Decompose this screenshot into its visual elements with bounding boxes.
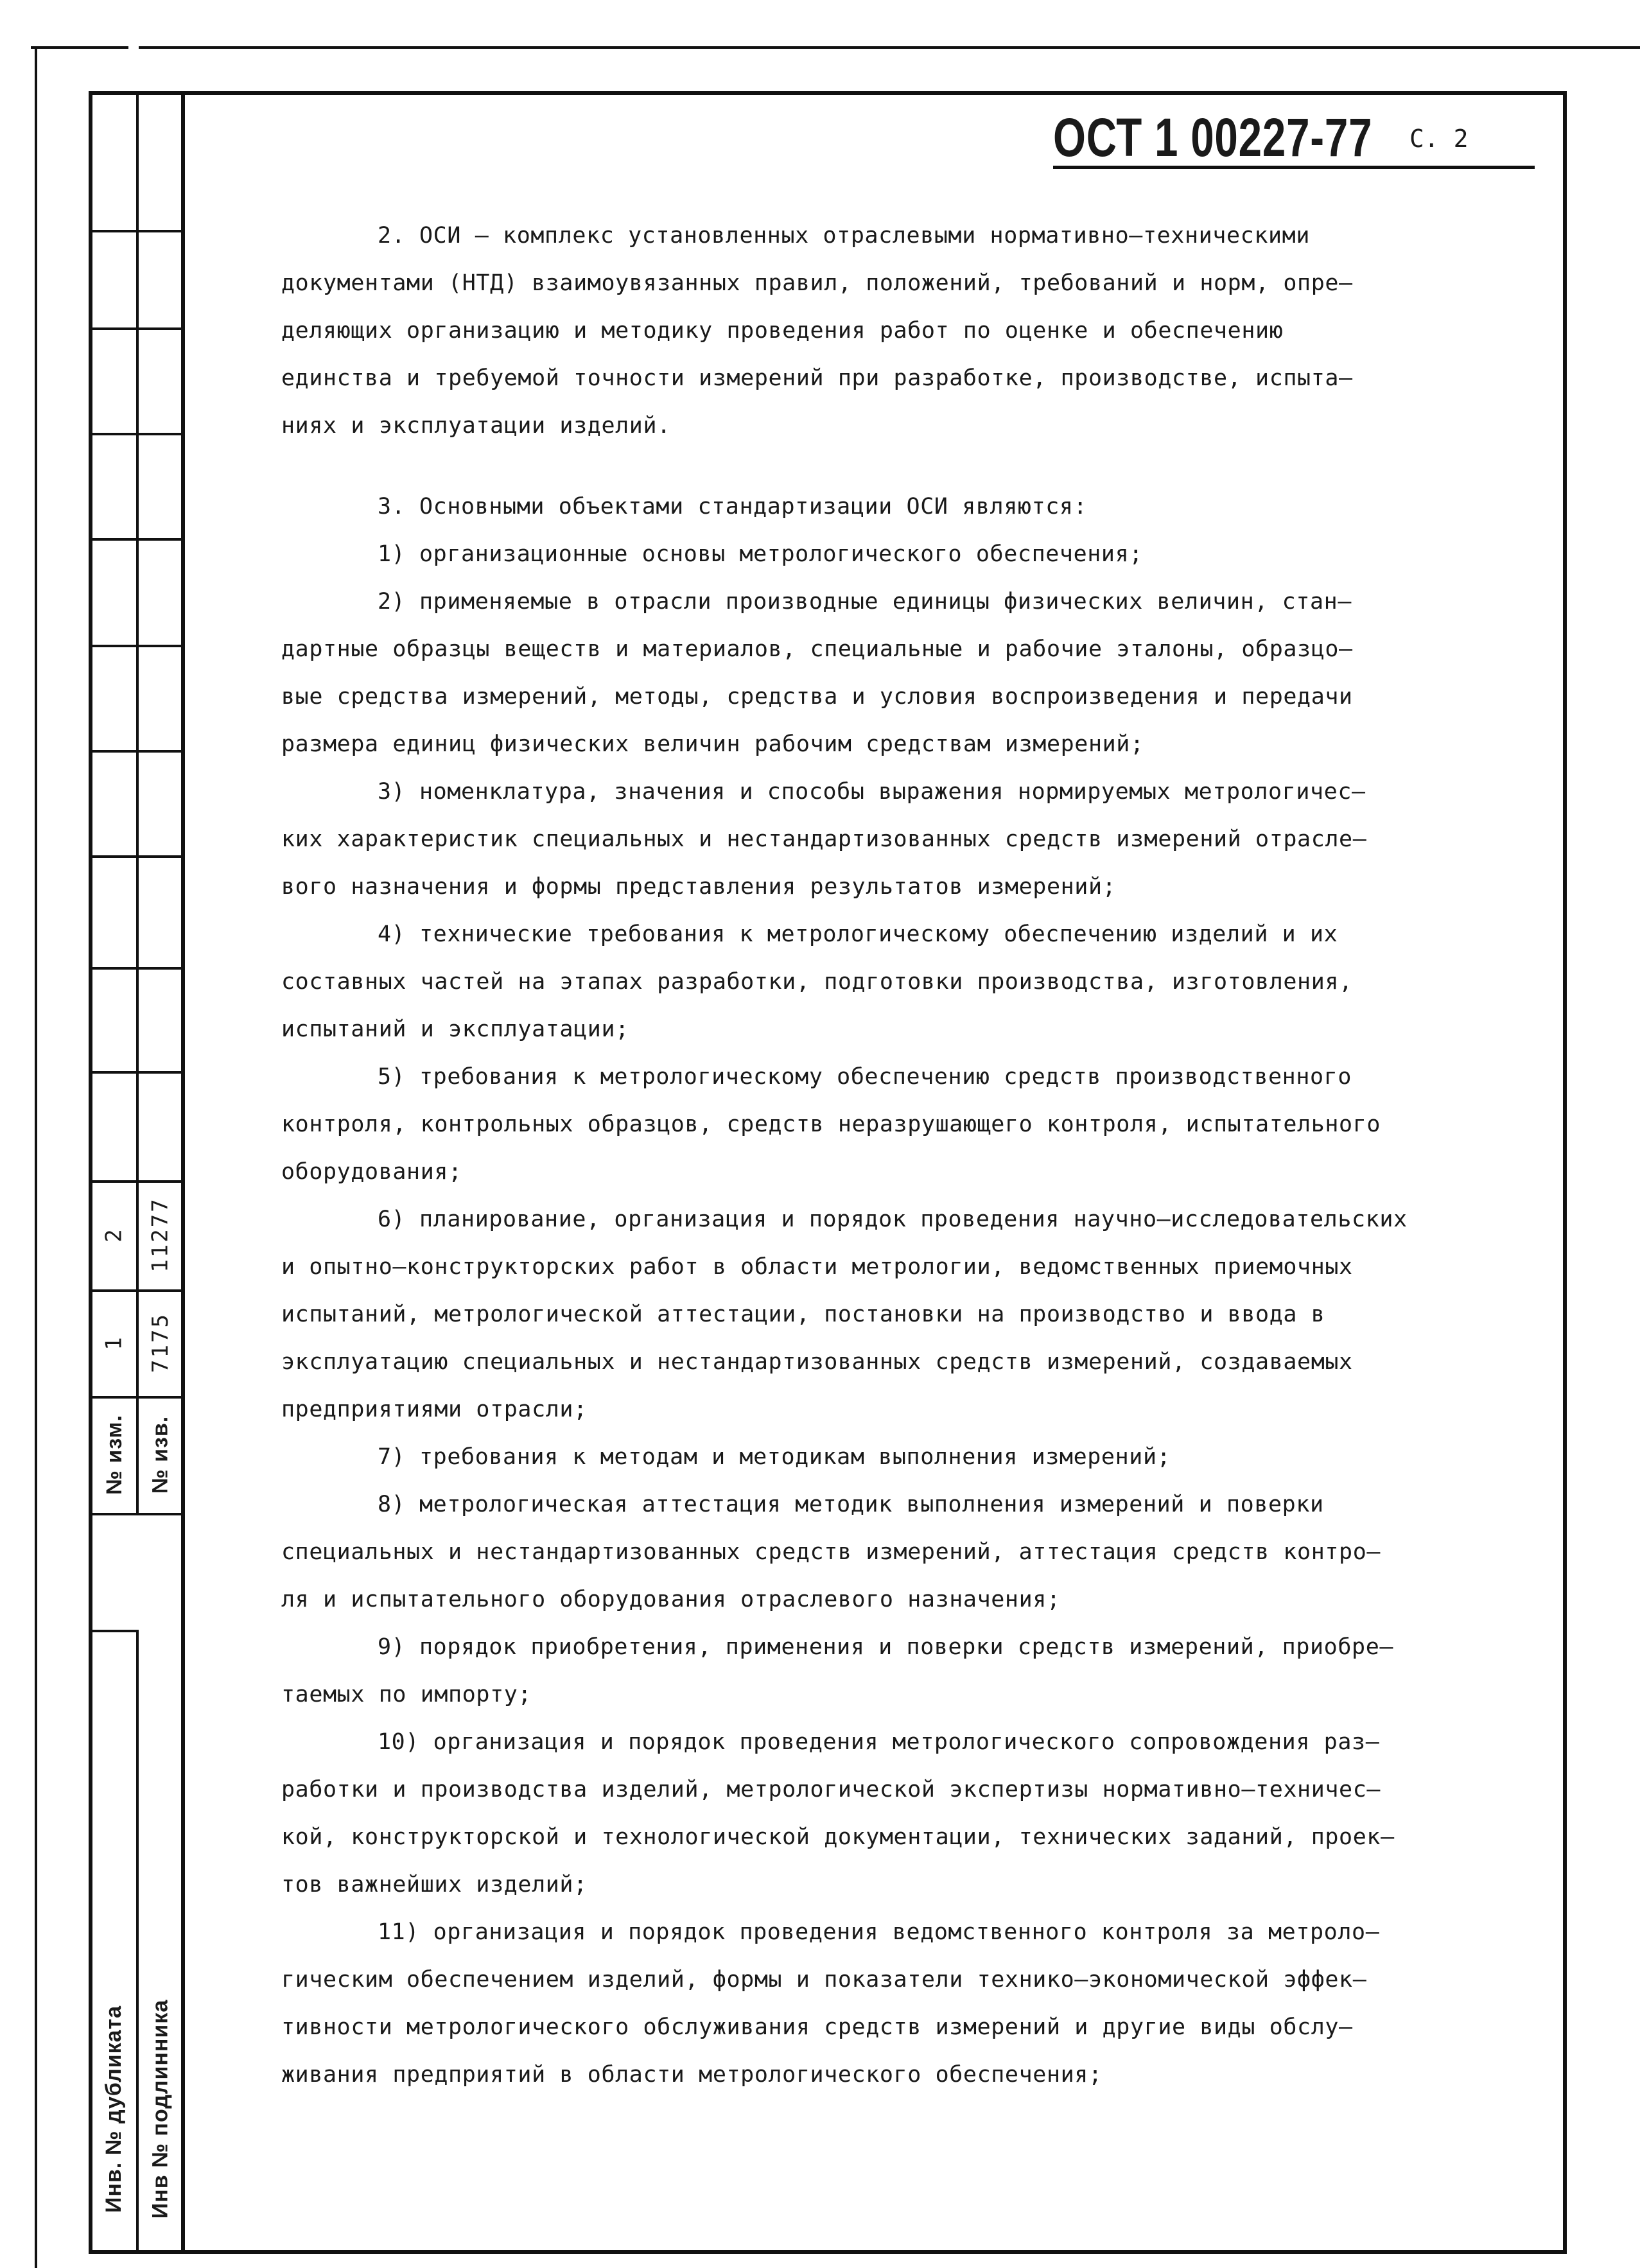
text-line: тивности метрологического обслуживания средств измерений и другие виды обслу– <box>281 2014 1353 2040</box>
notice-number-2: 11277 <box>148 1197 174 1273</box>
text-line: 1) организационные основы метрологического обеспечения; <box>378 541 1143 567</box>
document-code: ОСТ 1 00227-77 <box>1053 107 1373 168</box>
text-line: испытаний и эксплуатации; <box>281 1016 629 1042</box>
text-line: 11) организация и порядок проведения ведомственного контроля за метроло– <box>378 1919 1380 1945</box>
text-line: гическим обеспечением изделий, формы и показатели технико–экономической эффек– <box>281 1967 1367 1993</box>
change-number-2: 2 <box>101 1227 127 1243</box>
revision-sidebar <box>92 95 185 2250</box>
text-line: испытаний, метрологической аттестации, постановки на производство и ввода в <box>281 1302 1325 1327</box>
notice-number-1: 7175 <box>148 1313 174 1373</box>
text-line: живания предприятий в области метрологического обеспечения; <box>281 2062 1103 2088</box>
scan-edge-gap <box>128 42 139 50</box>
text-line: оборудования; <box>281 1159 462 1185</box>
sidebar-line <box>92 1071 181 1074</box>
text-line: деляющих организацию и методику проведения работ по оценке и обеспечению <box>281 318 1284 344</box>
text-line: 7) требования к методам и методикам выполнения измерений; <box>378 1444 1171 1470</box>
scan-edge-left <box>35 46 37 2268</box>
original-inventory-label: Инв № подлинника <box>148 1999 173 2219</box>
text-line: ниях и эксплуатации изделий. <box>281 413 671 439</box>
sidebar-line <box>92 230 181 232</box>
text-line: вые средства измерений, методы, средства и условия воспроизведения и передачи <box>281 684 1353 710</box>
sidebar-line <box>92 433 181 435</box>
text-line: 5) требования к метрологическому обеспечению средств производственного <box>378 1064 1352 1090</box>
notice-number-label: № изв. <box>148 1415 173 1494</box>
sidebar-line <box>92 327 181 330</box>
text-line: единства и требуемой точности измерений при разработке, производстве, испыта– <box>281 365 1353 391</box>
text-line: таемых по импорту; <box>281 1682 532 1707</box>
scan-edge-top <box>31 46 1640 49</box>
document-body <box>281 212 1482 2098</box>
text-line: 3. Основными объектами стандартизации ОСИ являются: <box>378 494 1088 519</box>
text-line: вого назначения и формы представления результатов измерений; <box>281 874 1117 900</box>
sidebar-line <box>92 1630 139 1632</box>
text-line: 9) порядок приобретения, применения и поверки средств измерений, приобре– <box>378 1634 1394 1660</box>
text-line: специальных и нестандартизованных средств измерений, аттестация средств контро– <box>281 1539 1381 1565</box>
text-line: документами (НТД) взаимоувязанных правил, положений, требований и норм, опре– <box>281 270 1353 296</box>
sidebar-line <box>92 967 181 970</box>
text-line: контроля, контрольных образцов, средств неразрушающего контроля, испытательного <box>281 1112 1381 1137</box>
change-number-1: 1 <box>101 1335 127 1350</box>
document-header <box>1053 107 1541 171</box>
text-line: и опытно–конструкторских работ в области метрологии, ведомственных приемочных <box>281 1254 1353 1280</box>
header-rule <box>1053 166 1535 169</box>
text-line: дартные образцы веществ и материалов, специальные и рабочие эталоны, образцо– <box>281 636 1353 662</box>
text-line: работки и производства изделий, метрологической экспертизы нормативно–техничес– <box>281 1777 1381 1802</box>
text-line: 2) применяемые в отрасли производные единицы физических величин, стан– <box>378 589 1352 615</box>
text-line: 2. ОСИ – комплекс установленных отраслевыми нормативно–техническими <box>378 223 1311 249</box>
text-line: кой, конструкторской и технологической документации, технических заданий, проек– <box>281 1824 1395 1850</box>
text-line: тов важнейших изделий; <box>281 1872 588 1897</box>
text-line: 3) номенклатура, значения и способы выражения нормируемых метрологичес– <box>378 779 1366 805</box>
page-number: С. 2 <box>1409 125 1469 153</box>
sidebar-line <box>92 645 181 647</box>
text-line: 6) планирование, организация и порядок проведения научно–исследовательских <box>378 1207 1408 1232</box>
text-line: 8) метрологическая аттестация методик выполнения измерений и поверки <box>378 1492 1324 1517</box>
text-line: ких характеристик специальных и нестандартизованных средств измерений отрасле– <box>281 826 1367 852</box>
text-line: 4) технические требования к метрологическому обеспечению изделий и их <box>378 921 1338 947</box>
sidebar-line <box>92 1513 181 1515</box>
text-line: эксплуатацию специальных и нестандартизованных средств измерений, создаваемых <box>281 1349 1353 1375</box>
sidebar-line <box>92 538 181 541</box>
text-line: размера единиц физических величин рабочим средствам измерений; <box>281 731 1144 757</box>
sidebar-line <box>92 855 181 858</box>
text-line: ля и испытательного оборудования отраслевого назначения; <box>281 1587 1061 1612</box>
text-line: составных частей на этапах разработки, подготовки производства, изготовления, <box>281 969 1353 995</box>
text-line: предприятиями отрасли; <box>281 1397 588 1422</box>
change-number-label: № изм. <box>101 1414 126 1495</box>
text-line: 10) организация и порядок проведения метрологического сопровождения раз– <box>378 1729 1380 1755</box>
duplicate-inventory-label: Инв. № дубликата <box>101 2005 126 2213</box>
sidebar-line <box>92 750 181 753</box>
